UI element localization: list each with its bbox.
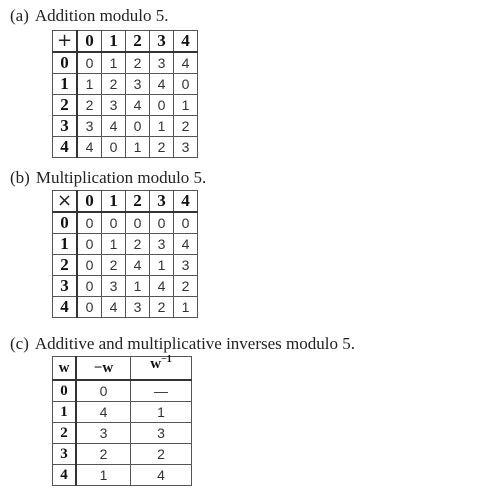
row-header: 0 [53,52,78,74]
row-header: 2 [53,95,78,116]
table-cell: 1 [102,234,126,255]
column-header: 0 [77,191,102,213]
row-header: 1 [53,402,77,423]
caption-label: (c) [10,334,29,353]
table-cell: 0 [77,212,102,234]
row-header: 2 [53,423,77,444]
table-cell: 3 [150,234,174,255]
table-row [53,402,192,423]
column-header: 1 [102,191,126,213]
table-cell: 4 [174,52,198,74]
table-cell: 3 [174,137,198,158]
table-cell: 3 [126,74,150,95]
table-cell: 0 [77,276,102,297]
column-header: 4 [174,191,198,213]
table-cell: 1 [102,52,126,74]
column-header: 2 [126,31,150,53]
row-header: 2 [53,255,78,276]
row-header: 4 [53,297,78,318]
table-row [53,116,198,137]
table-cell: 3 [77,116,102,137]
additive-inverse-cell: 0 [76,380,131,402]
table-cell: 2 [150,137,174,158]
table-row [53,74,198,95]
table-cell: 0 [102,212,126,234]
table-cell: 0 [174,74,198,95]
table-cell: 4 [150,276,174,297]
caption-label: (b) [10,168,30,187]
table-cell: 0 [102,137,126,158]
table-row [53,444,192,465]
caption-inverses [10,334,355,354]
table-cell: 4 [174,234,198,255]
table-cell: 3 [102,95,126,116]
table-cell: 0 [126,116,150,137]
table-cell: 2 [102,255,126,276]
table-cell: 4 [102,297,126,318]
row-header: 4 [53,137,78,158]
table-row [53,297,198,318]
row-header: 0 [53,212,78,234]
header-row [53,191,198,213]
table-cell: 3 [150,52,174,74]
column-header-w: w [53,357,77,381]
table-cell: 0 [150,95,174,116]
additive-inverse-cell: 1 [76,465,131,486]
column-header: 3 [150,31,174,53]
table-cell: 2 [174,116,198,137]
multiplicative-inverse-cell: 3 [131,423,192,444]
additive-inverse-cell: 2 [76,444,131,465]
table-row [53,234,198,255]
column-header-multiplicative-inverse [131,354,192,381]
caption-title: Additive and multiplicative inverses modulo 5. [34,334,355,353]
table-cell: 0 [77,234,102,255]
table-cell: 1 [126,276,150,297]
table-cell: 0 [174,212,198,234]
table-cell: 1 [150,255,174,276]
column-header: 3 [150,191,174,213]
row-header: 1 [53,234,78,255]
additive-inverse-cell: 3 [76,423,131,444]
table-cell: 0 [77,297,102,318]
row-header: 3 [53,116,78,137]
table-cell: 0 [77,255,102,276]
column-header-additive-inverse: −w [76,357,131,381]
table-row [53,423,192,444]
operator-cell: × [53,191,78,213]
column-header: 4 [174,31,198,53]
addition-table [52,30,198,158]
row-header: 0 [53,380,77,402]
table-row [53,137,198,158]
table-cell: 4 [150,74,174,95]
table-cell: 1 [126,137,150,158]
row-header: 3 [53,276,78,297]
header-row [53,31,198,53]
operator-cell: + [53,31,78,53]
table-cell: 4 [126,95,150,116]
multiplicative-inverse-cell: 4 [131,465,192,486]
table-row [53,276,198,297]
caption-title: Multiplication modulo 5. [35,168,207,187]
table-cell: 1 [174,95,198,116]
table-cell: 0 [126,212,150,234]
table-cell: 4 [102,116,126,137]
table-cell: 3 [102,276,126,297]
table-cell: 0 [77,52,102,74]
table-row [53,380,192,402]
table-cell: 2 [77,95,102,116]
table-cell: 4 [77,137,102,158]
table-cell: 0 [150,212,174,234]
caption-label: (a) [10,6,29,25]
row-header: 1 [53,74,78,95]
table-cell: 4 [126,255,150,276]
table-cell: 1 [150,116,174,137]
caption-multiplication [10,168,206,188]
table-cell: 1 [174,297,198,318]
table-row [53,212,198,234]
table-cell: 2 [102,74,126,95]
column-header: 2 [126,191,150,213]
column-header: 1 [102,31,126,53]
multiplication-table [52,190,198,318]
table-cell: 2 [126,234,150,255]
table-cell: 2 [174,276,198,297]
column-header: 0 [77,31,102,53]
table-row [53,95,198,116]
inverse-exponent: −1 [161,354,172,365]
table-cell: 2 [126,52,150,74]
table-cell: 1 [77,74,102,95]
table-cell: 2 [150,297,174,318]
multiplicative-inverse-cell: 2 [131,444,192,465]
multiplicative-inverse-cell: 1 [131,402,192,423]
additive-inverse-cell: 4 [76,402,131,423]
caption-title: Addition modulo 5. [34,6,169,25]
header-row [53,357,192,381]
inverses-table [52,356,192,486]
table-row [53,255,198,276]
row-header: 4 [53,465,77,486]
caption-addition [10,6,169,26]
row-header: 3 [53,444,77,465]
table-row [53,52,198,74]
table-row [53,465,192,486]
table-cell: 3 [126,297,150,318]
inverse-base: w [150,356,162,372]
multiplicative-inverse-cell: — [131,380,192,402]
table-cell: 3 [174,255,198,276]
